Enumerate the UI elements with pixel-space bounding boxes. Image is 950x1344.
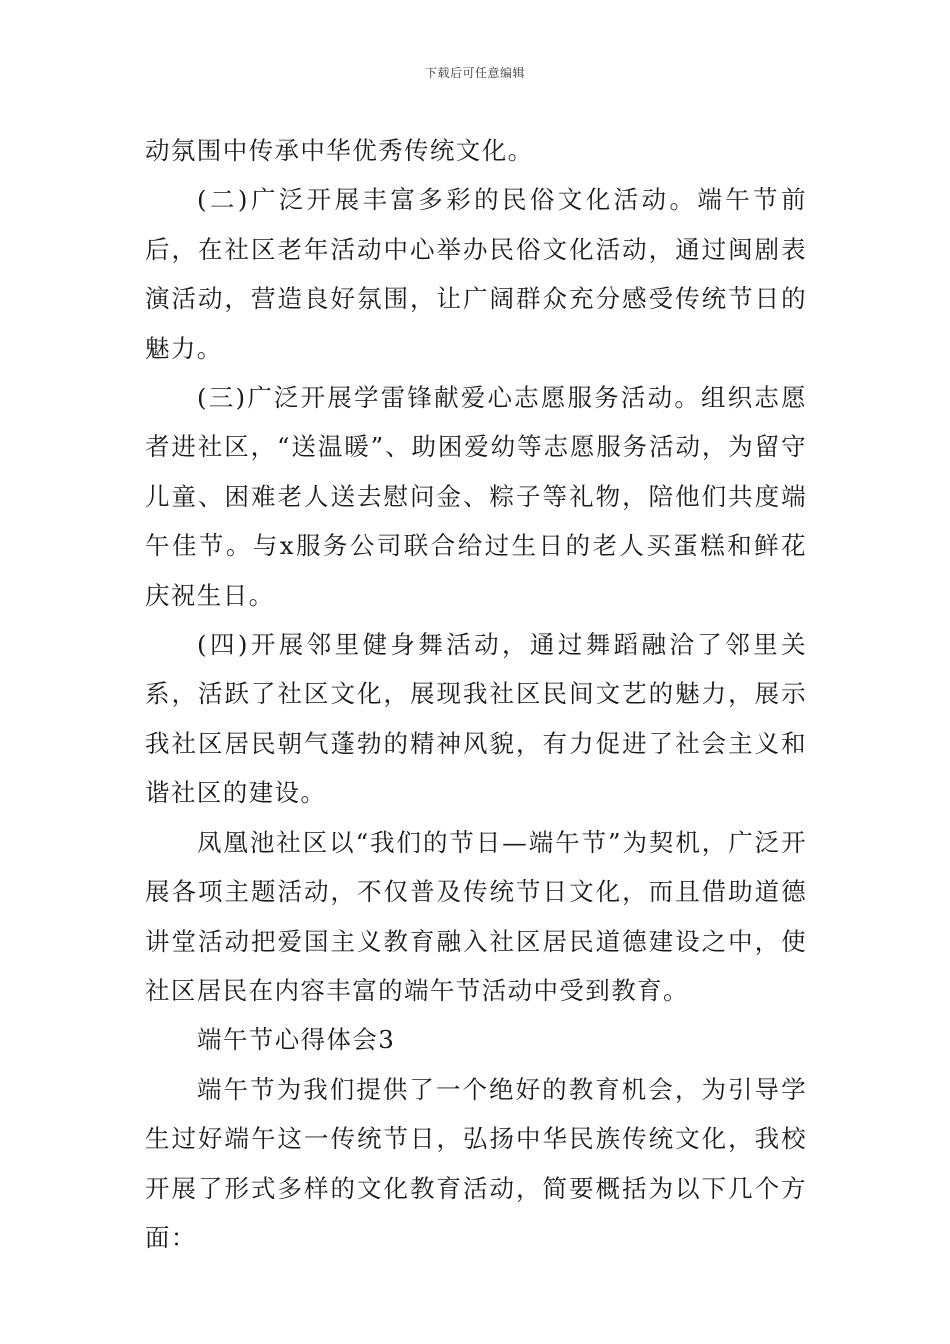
document-body: [145, 126, 807, 1262]
paragraph: 凤凰池社区以“我们的节日—端午节”为契机，广泛开展各项主题活动，不仅普及传统节日文化，而且借助道德讲堂活动把爱国主义教育融入社区居民道德建设之中，使社区居民在内容丰富的端午节活动中受到教育。: [145, 827, 807, 1005]
paragraph: 动氛围中传承中华优秀传统文化。: [145, 136, 534, 165]
paragraph: (四)开展邻里健身舞活动，通过舞蹈融洽了邻里关系，活跃了社区文化，展现我社区民间文艺的魅力，展示我社区居民朝气蓬勃的精神风貌，有力促进了社会主义和谐社区的建设。: [145, 630, 807, 808]
page-header: 下载后可任意编辑: [424, 66, 525, 80]
paragraph: 端午节为我们提供了一个绝好的教育机会，为引导学生过好端午这一传统节日，弘扬中华民族传统文化，我校开展了形式多样的文化教育活动，简要概括为以下几个方面：: [145, 1074, 807, 1252]
paragraph: (三)广泛开展学雷锋献爱心志愿服务活动。组织志愿者进社区，“送温暖”、助困爱幼等志愿服务活动，为留守儿童、困难老人送去慰问金、粽子等礼物，陪他们共度端午佳节。与x服务公司联合给过生日的老人买蛋糕和鲜花庆祝生日。: [145, 383, 807, 610]
paragraph: (二)广泛开展丰富多彩的民俗文化活动。端午节前后，在社区老年活动中心举办民俗文化活动，通过闽剧表演活动，营造良好氛围，让广阔群众充分感受传统节日的魅力。: [145, 185, 807, 363]
section-heading: 端午节心得体会3: [197, 1025, 396, 1055]
